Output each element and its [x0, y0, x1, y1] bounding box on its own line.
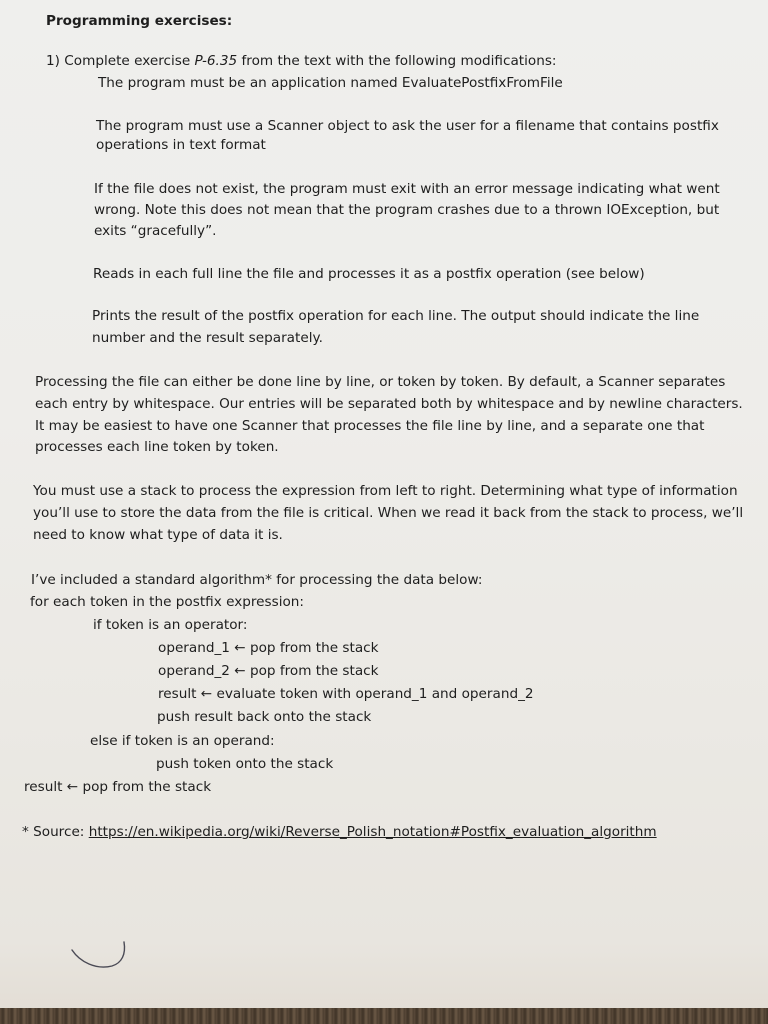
exercise-reference: P-6.35	[194, 53, 238, 69]
algorithm-line: operand_2 ← pop from the stack	[158, 663, 379, 679]
algorithm-line: push token onto the stack	[156, 756, 334, 772]
requirement-line: number and the result separately.	[92, 330, 323, 346]
section-heading: Programming exercises:	[46, 13, 233, 29]
requirement-line: operations in text format	[96, 137, 266, 153]
algorithm-line: if token is an operator:	[93, 617, 248, 633]
paragraph-line: Processing the file can either be done line by line, or token by token. By default, a Scanner separates	[35, 374, 726, 390]
background-floor	[0, 1008, 768, 1024]
requirement-line: Prints the result of the postfix operation for each line. The output should indicate the line	[92, 308, 700, 324]
requirement-line: Reads in each full line the file and processes it as a postfix operation (see below)	[93, 266, 645, 282]
exercise-intro: 1) Complete exercise P-6.35 from the text with the following modifications:	[46, 53, 557, 69]
paragraph-line: You must use a stack to process the expression from left to right. Determining what type of information	[33, 483, 738, 499]
requirement-line: The program must be an application named EvaluatePostfixFromFile	[98, 75, 563, 91]
paragraph-line: you’ll use to store the data from the file is critical. When we read it back from the stack to process, we’ll	[33, 505, 744, 521]
algorithm-line: push result back onto the stack	[157, 709, 372, 725]
algorithm-line: for each token in the postfix expression:	[30, 594, 304, 610]
pen-mark-icon	[68, 930, 138, 980]
paragraph-line: each entry by whitespace. Our entries will be separated both by whitespace and by newline characters.	[35, 396, 743, 412]
algorithm-line: result ← pop from the stack	[24, 779, 212, 795]
source-link[interactable]: https://en.wikipedia.org/wiki/Reverse_Polish_notation#Postfix_evaluation_algorithm	[88, 824, 657, 840]
algorithm-line: result ← evaluate token with operand_1 and operand_2	[158, 686, 534, 702]
requirement-line: The program must use a Scanner object to ask the user for a filename that contains postfix	[96, 118, 719, 134]
algorithm-line: operand_1 ← pop from the stack	[158, 640, 379, 656]
requirement-line: If the file does not exist, the program must exit with an error message indicating what went	[94, 181, 720, 197]
algorithm-intro: I’ve included a standard algorithm* for processing the data below:	[31, 572, 483, 588]
requirement-line: exits “gracefully”.	[94, 223, 217, 239]
paragraph-line: It may be easiest to have one Scanner that processes the file line by line, and a separate one that	[35, 418, 705, 434]
requirement-line: wrong. Note this does not mean that the program crashes due to a thrown IOException, but	[94, 202, 720, 218]
paragraph-line: processes each line token by token.	[35, 439, 279, 455]
paragraph-line: need to know what type of data it is.	[33, 527, 283, 543]
source-citation: * Source: https://en.wikipedia.org/wiki/Reverse_Polish_notation#Postfix_evaluation_algorithm	[22, 824, 657, 840]
algorithm-line: else if token is an operand:	[90, 733, 275, 749]
